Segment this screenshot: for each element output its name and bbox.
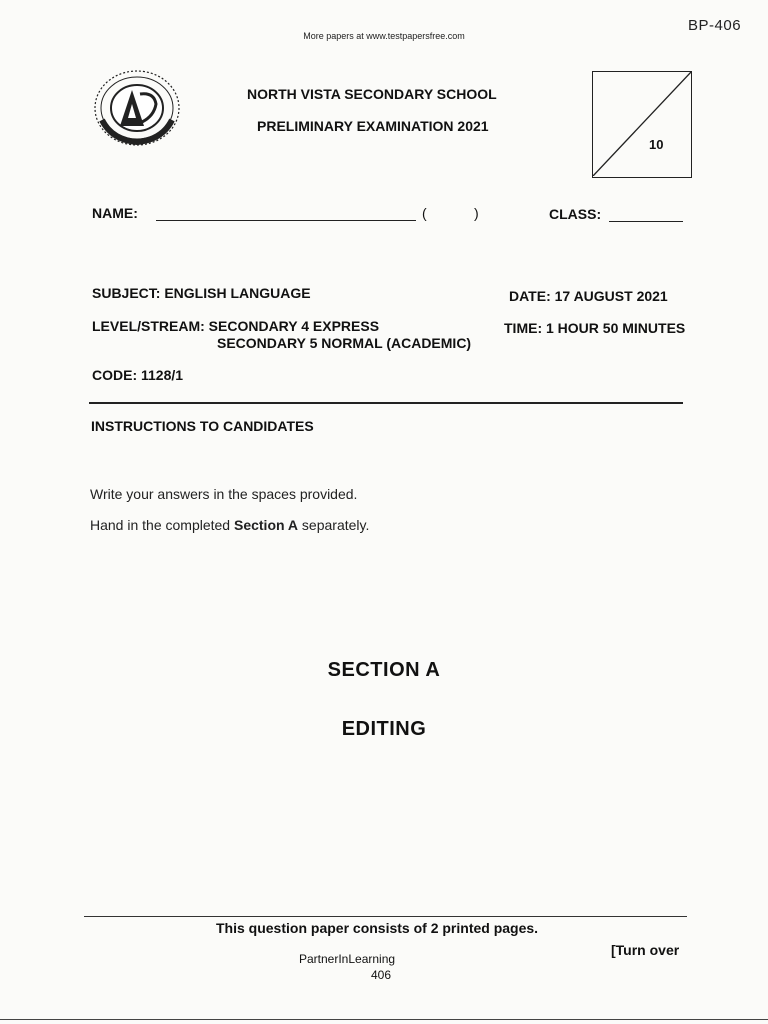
instructions-heading: INSTRUCTIONS TO CANDIDATES <box>91 418 314 434</box>
exam-time: TIME: 1 HOUR 50 MINUTES <box>504 320 686 336</box>
pages-note: This question paper consists of 2 printed pages. <box>216 920 539 936</box>
index-paren-open: ( <box>422 205 427 221</box>
paper-code: BP-406 <box>688 17 742 34</box>
instruction-2-bold: Section A <box>233 517 299 533</box>
index-paren-close: ) <box>474 205 479 221</box>
instruction-2 <box>90 517 369 533</box>
school-logo <box>92 68 182 148</box>
score-box <box>592 71 692 178</box>
instruction-1: Write your answers in the spaces provided. <box>90 486 358 502</box>
score-diagonal <box>593 72 691 176</box>
instruction-2-post: separately. <box>298 517 370 533</box>
school-name: NORTH VISTA SECONDARY SCHOOL <box>247 86 497 102</box>
subject: SUBJECT: ENGLISH LANGUAGE <box>92 285 311 301</box>
paper-code-line: CODE: 1128/1 <box>92 367 184 383</box>
page-number: 406 <box>371 968 392 982</box>
source-note: More papers at www.testpapersfree.com <box>303 31 465 41</box>
exam-date: DATE: 17 AUGUST 2021 <box>509 288 668 304</box>
instruction-2-pre: Hand in the completed <box>90 517 234 533</box>
name-label: NAME: <box>92 205 138 221</box>
section-title: SECTION A <box>327 659 441 681</box>
turn-over: [Turn over <box>611 942 680 958</box>
name-field[interactable] <box>156 220 416 221</box>
level-stream-2: SECONDARY 5 NORMAL (ACADEMIC) <box>217 335 472 351</box>
divider <box>89 402 683 404</box>
exam-title: PRELIMINARY EXAMINATION 2021 <box>257 118 489 134</box>
class-field[interactable] <box>609 221 683 222</box>
footer-divider <box>84 916 687 917</box>
class-label: CLASS: <box>549 206 602 222</box>
bottom-edge-line <box>0 1019 768 1020</box>
score-total: 10 <box>649 137 664 152</box>
section-subtitle: EDITING <box>341 718 427 740</box>
partner-note: PartnerInLearning <box>299 952 396 966</box>
level-stream: LEVEL/STREAM: SECONDARY 4 EXPRESS <box>92 318 380 334</box>
